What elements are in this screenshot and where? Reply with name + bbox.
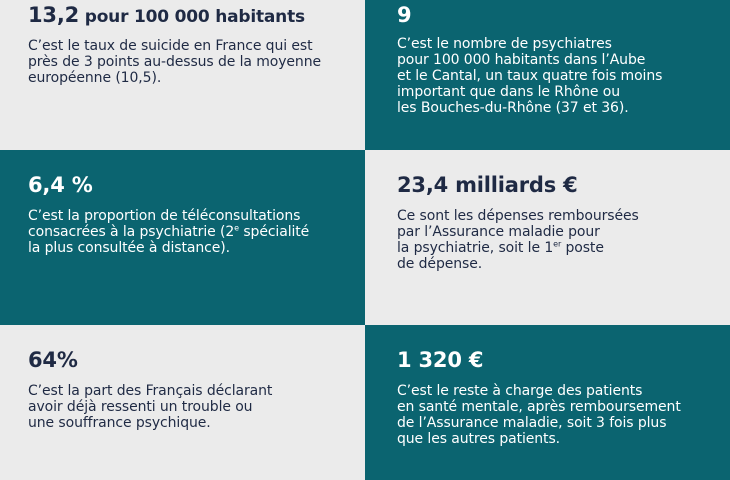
stat-card-mental-distress-share [0,325,365,480]
stat-value: 6,4 % [28,173,93,197]
stat-card-out-of-pocket [365,325,730,480]
stat-card-psychiatry-spending [365,150,730,325]
stat-value-number: 13,2 [28,3,80,27]
stat-card-teleconsultations [0,150,365,325]
stat-value-unit: pour 100 000 habitants [79,7,305,27]
stat-value [28,2,345,30]
stat-description: C’est le taux de suicide en France qui est près de 3 points au-dessus de la moyenne européenne (10,5). [28,38,321,86]
stat-value: 64% [28,348,78,372]
stat-description: C’est le nombre de psychiatres pour 100 000 habitants dans l’Aube et le Cantal, un taux quatre fois moins important que dans le Rhône ou les Bouches-du-Rhône (37 et 36). [397,36,663,116]
stat-card-psychiatrist-density [365,0,730,150]
stat-description: C’est la part des Français déclarant avoir déjà ressenti un trouble ou une souffrance psychique. [28,383,273,431]
stat-description: Ce sont les dépenses remboursées par l’Assurance maladie pour la psychiatrie, soit le 1er poste de dépense. [397,208,639,272]
stat-description: C’est la proportion de téléconsultations consacrées à la psychiatrie (2e spécialité la plus consultée à distance). [28,208,310,256]
stat-description: C’est le reste à charge des patients en santé mentale, après remboursement de l’Assurance maladie, soit 3 fois plus que les autres patients. [397,383,681,447]
stat-value: 1 320 € [397,348,484,372]
stat-value: 9 [397,3,412,27]
stat-value: 23,4 milliards € [397,173,578,197]
stat-card-suicide-rate [0,0,365,150]
